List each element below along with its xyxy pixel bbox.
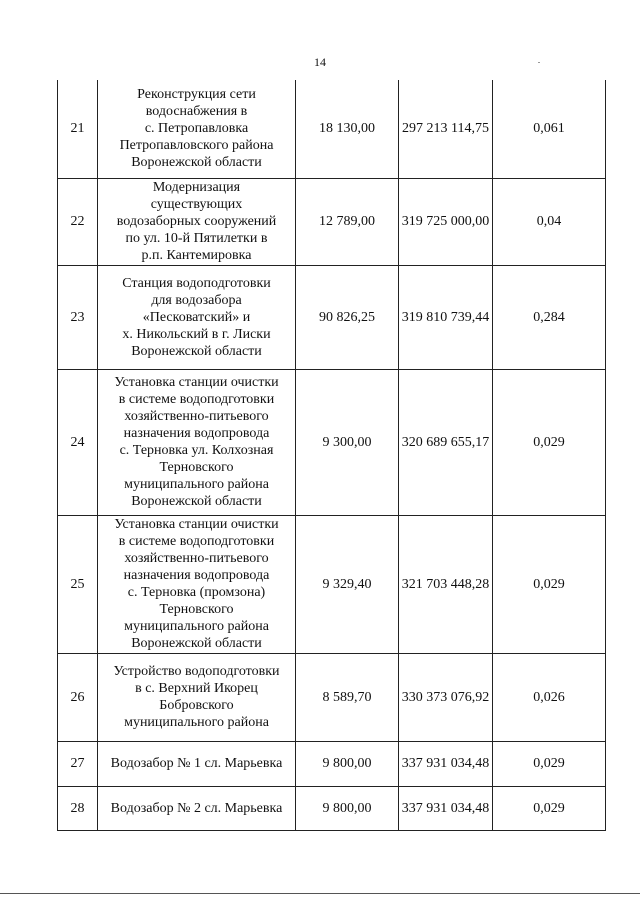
object-name-line: с. Терновка (промзона) — [127, 585, 266, 600]
ratio-cell: 0,284 — [493, 265, 606, 369]
object-name-line: с. Петропавловка — [144, 121, 249, 137]
object-name-line: с. Терновка ул. Колхозная — [119, 443, 274, 458]
row-number: 27 — [58, 741, 98, 786]
row-number: 23 — [58, 265, 98, 369]
cost-cell: 321 703 448,28 — [399, 515, 493, 653]
capacity-cell: 90 826,25 — [296, 265, 399, 369]
ratio-cell: 0,061 — [493, 80, 606, 178]
object-name-line: назначения водопровода — [123, 426, 270, 441]
table-row — [58, 515, 606, 653]
object-name-line: Устройство водоподготовки — [113, 664, 280, 679]
object-name-line: Водозабор № 2 сл. Марьевка — [110, 800, 283, 816]
object-name-line: в с. Верхний Икорец — [135, 681, 258, 696]
cost-cell: 319 725 000,00 — [399, 178, 493, 265]
object-name-line: в системе водоподготовки — [118, 392, 275, 407]
object-name-line: Установка станции очистки — [114, 517, 279, 532]
ratio-cell: 0,04 — [493, 178, 606, 265]
table-row — [58, 786, 606, 830]
object-name-cell — [98, 653, 296, 741]
row-number: 24 — [58, 369, 98, 515]
object-name-cell — [98, 178, 296, 265]
object-name-cell — [98, 515, 296, 653]
object-name-line: Воронежской области — [131, 343, 262, 359]
table-body — [58, 80, 606, 830]
object-name-line: муниципального района — [124, 619, 269, 634]
object-name-line: «Песковатский» и — [142, 309, 251, 325]
object-name-line: назначения водопровода — [123, 568, 270, 583]
cost-cell: 320 689 655,17 — [399, 369, 493, 515]
bottom-rule — [0, 893, 640, 894]
cost-cell: 297 213 114,75 — [399, 80, 493, 178]
object-name-line: хозяйственно-питьевого — [124, 551, 269, 566]
object-name-line: Петропавловского района — [119, 138, 274, 154]
object-name-cell — [98, 369, 296, 515]
table-row — [58, 265, 606, 369]
object-name-line: х. Никольский в г. Лиски — [122, 326, 271, 342]
ratio-cell: 0,029 — [493, 741, 606, 786]
object-name-line: водозаборных сооружений — [116, 214, 277, 229]
capacity-cell: 12 789,00 — [296, 178, 399, 265]
projects-table — [57, 80, 606, 831]
table-row — [58, 653, 606, 741]
object-name-line: Терновского — [159, 460, 234, 475]
row-number: 21 — [58, 80, 98, 178]
cost-cell: 330 373 076,92 — [399, 653, 493, 741]
object-name-cell — [98, 741, 296, 786]
row-number: 28 — [58, 786, 98, 830]
object-name-line: для водозабора — [151, 292, 242, 308]
ratio-cell: 0,029 — [493, 786, 606, 830]
ratio-cell: 0,029 — [493, 515, 606, 653]
object-name-line: по ул. 10-й Пятилетки в — [125, 231, 268, 246]
object-name-line: муниципального района — [124, 477, 269, 492]
object-name-line: Терновского — [159, 602, 234, 617]
cost-cell: 319 810 739,44 — [399, 265, 493, 369]
object-name-line: Установка станции очистки — [114, 375, 279, 390]
object-name-line: хозяйственно-питьевого — [124, 409, 269, 424]
ratio-cell: 0,026 — [493, 653, 606, 741]
object-name-line: Воронежской области — [131, 494, 262, 509]
table-row — [58, 80, 606, 178]
table-row — [58, 178, 606, 265]
cost-cell: 337 931 034,48 — [399, 786, 493, 830]
cost-cell: 337 931 034,48 — [399, 741, 493, 786]
row-number: 26 — [58, 653, 98, 741]
object-name-line: существующих — [150, 197, 243, 212]
capacity-cell: 9 300,00 — [296, 369, 399, 515]
capacity-cell: 9 800,00 — [296, 741, 399, 786]
row-number: 22 — [58, 178, 98, 265]
table-row — [58, 741, 606, 786]
object-name-cell — [98, 265, 296, 369]
row-number: 25 — [58, 515, 98, 653]
object-name-line: муниципального района — [124, 715, 269, 730]
object-name-line: Реконструкция сети — [137, 87, 256, 103]
capacity-cell: 9 800,00 — [296, 786, 399, 830]
page-number: 14 — [314, 55, 326, 69]
object-name-line: Воронежской области — [131, 636, 262, 651]
object-name-line: Станция водоподготовки — [122, 275, 271, 291]
ratio-cell: 0,029 — [493, 369, 606, 515]
table-row — [58, 369, 606, 515]
object-name-line: в системе водоподготовки — [118, 534, 275, 549]
scan-mark — [538, 62, 540, 63]
object-name-cell — [98, 80, 296, 178]
object-name-line: р.п. Кантемировка — [141, 248, 252, 263]
object-name-line: водоснабжения в — [145, 104, 248, 120]
capacity-cell: 18 130,00 — [296, 80, 399, 178]
object-name-cell — [98, 786, 296, 830]
object-name-line: Модернизация — [152, 180, 241, 195]
capacity-cell: 9 329,40 — [296, 515, 399, 653]
capacity-cell: 8 589,70 — [296, 653, 399, 741]
object-name-line: Водозабор № 1 сл. Марьевка — [110, 756, 283, 771]
object-name-line: Бобровского — [159, 698, 234, 713]
object-name-line: Воронежской области — [131, 155, 262, 171]
